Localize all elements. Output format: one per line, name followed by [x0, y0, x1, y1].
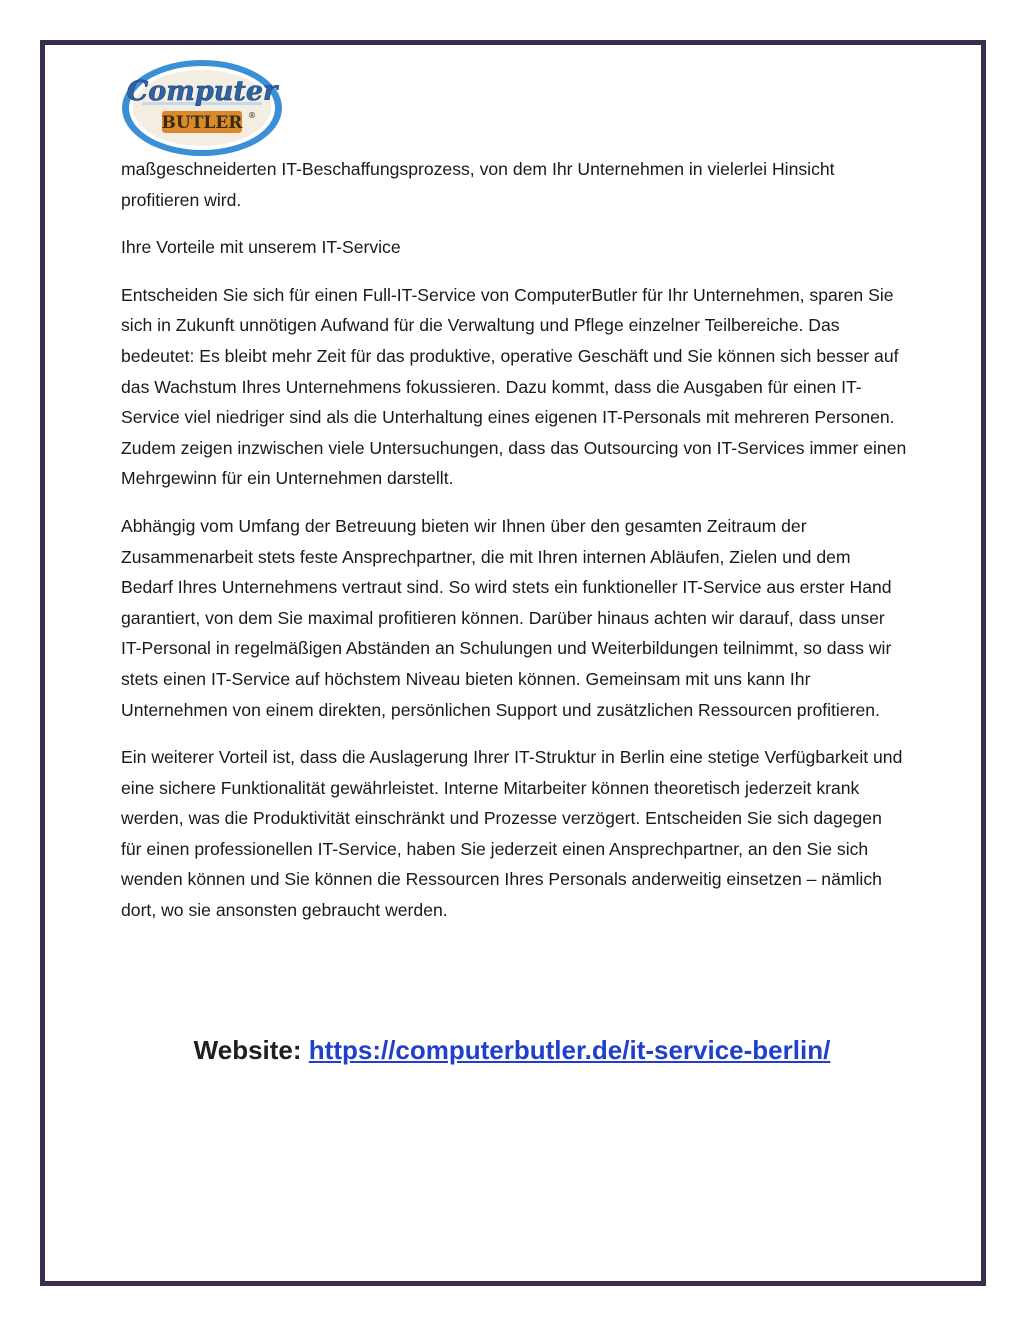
website-label: Website: — [193, 1035, 309, 1065]
section-heading: Ihre Vorteile mit unserem IT-Service — [121, 237, 401, 258]
logo-word-bottom: BUTLER — [161, 113, 243, 133]
paragraph-full-it-service: Entscheiden Sie sich für einen Full-IT-Service von ComputerButler für Ihr Unternehmen, sparen Sie sich in Zukunft unnötigen Aufwand für die Verwaltung und Pflege einzelner Teilbereiche. Das bedeutet: Es bleibt mehr Zeit für das produktive, operative Geschäft und Sie können sich besser auf das Wachstum Ihres Unternehmens fokussieren. Dazu kommt, dass die Ausgaben für einen IT-Service viel niedriger sind als die Unterhaltung eines eigenen IT-Personals mit mehreren Personen. Zudem zeigen inzwischen viele Untersuchungen, dass das Outsourcing von IT-Services immer einen Mehrgewinn für ein Unternehmen darstellt. — [121, 284, 907, 489]
article-body — [121, 154, 907, 943]
website-line — [0, 1030, 1024, 1070]
website-link[interactable]: https://computerbutler.de/it-service-berlin/ — [308, 1035, 831, 1065]
paragraph-intro: maßgeschneiderten IT-Beschaffungsprozess, von dem Ihr Unternehmen in vielerlei Hinsicht profitieren wird. — [121, 159, 835, 210]
computerbutler-logo — [120, 58, 284, 158]
paragraph-auslagerung: Ein weiterer Vorteil ist, dass die Auslagerung Ihrer IT-Struktur in Berlin eine stetige Verfügbarkeit und eine sichere Funktionalität gewährleistet. Interne Mitarbeiter können theoretisch jederzeit krank werden, was die Produktivität einschränkt und Prozesse verzögert. Entscheiden Sie sich dagegen für einen professionellen IT-Service, haben Sie jederzeit einen Ansprechpartner, an den Sie sich wenden können und Sie können die Ressourcen Ihres Personals anderweitig einsetzen – nämlich dort, wo sie ansonsten gebraucht werden. — [121, 747, 903, 921]
logo-word-top: Computer — [126, 76, 278, 107]
logo-registered-mark: ® — [248, 111, 256, 120]
paragraph-ansprechpartner: Abhängig vom Umfang der Betreuung bieten wir Ihnen über den gesamten Zeitraum der Zusammenarbeit stets feste Ansprechpartner, die mit Ihren internen Abläufen, Zielen und dem Bedarf Ihres Unternehmens vertraut sind. So wird stets ein funktioneller IT-Service aus erster Hand garantiert, von dem Sie maximal profitieren können. Darüber hinaus achten wir darauf, dass unser IT-Personal in regelmäßigen Abständen an Schulungen und Weiterbildungen teilnimmt, so dass wir stets einen IT-Service auf höchstem Niveau bieten können. Gemeinsam mit uns kann Ihr Unternehmen von einem direkten, persönlichen Support und zusätzlichen Ressourcen profitieren. — [121, 515, 892, 720]
